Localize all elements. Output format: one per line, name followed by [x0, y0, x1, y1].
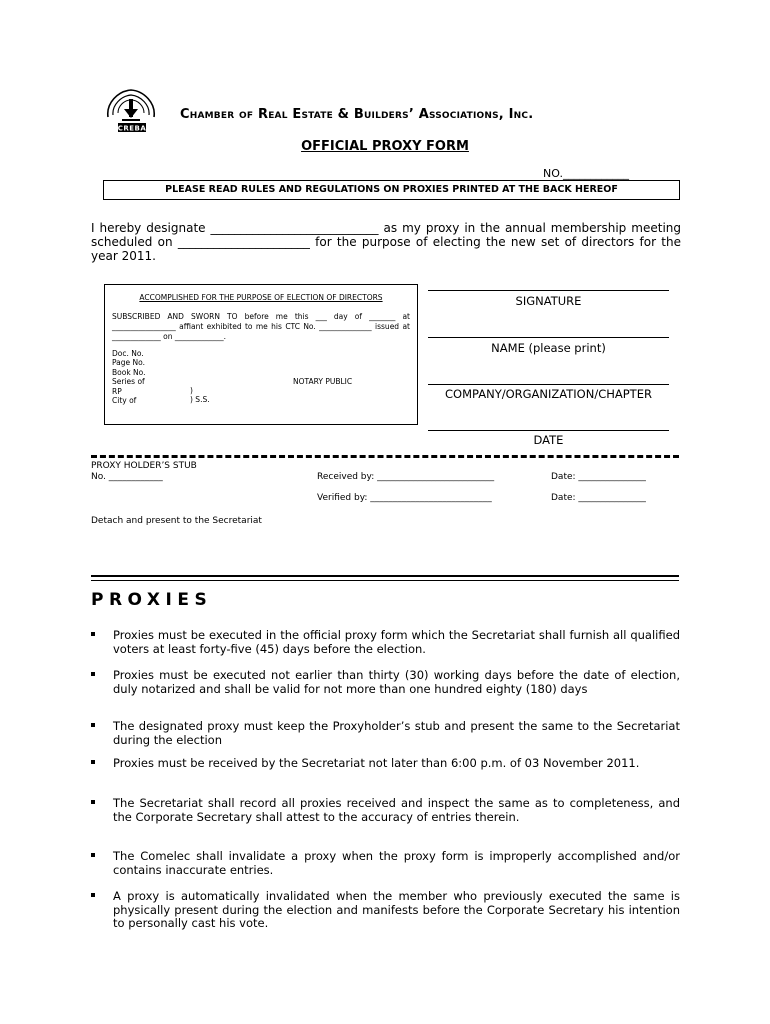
proxy-rule-item	[91, 720, 680, 747]
venue-ss: ) S.S.	[190, 395, 210, 405]
proxy-rule-text: The designated proxy must keep the Proxyholder’s stub and present the same to the Secretariat during the election	[113, 719, 680, 747]
series-of-label: Series of	[112, 377, 145, 387]
bullet-icon	[91, 672, 95, 676]
designation-paragraph: I hereby designate ____________________________ as my proxy in the annual membership meeting scheduled on ______________________ for the purpose of electing the new set of directors for the year 2011.	[91, 221, 681, 263]
venue-paren: )	[190, 386, 193, 395]
creba-logo-icon	[104, 87, 158, 133]
notary-public-label: NOTARY PUBLIC	[293, 377, 353, 386]
name-label: NAME (please print)	[491, 341, 606, 355]
proxy-rule-text: The Secretariat shall record all proxies received and inspect the same as to completeness, and the Corporate Secretary shall attest to the accuracy of entries therein.	[113, 796, 680, 824]
section-rule-thick	[91, 575, 679, 577]
section-rule-thin	[91, 580, 679, 581]
doc-no-label: Doc. No.	[112, 349, 144, 358]
proxy-rule-text: Proxies must be executed in the official proxy form which the Secretariat shall furnish all qualified voters at least forty-five (45) days before the election.	[113, 628, 680, 656]
company-line[interactable]	[428, 384, 669, 385]
verified-by-field: Verified by: ___________________________	[317, 493, 492, 503]
date-label: DATE	[533, 433, 564, 447]
bullet-icon	[91, 723, 95, 727]
proxy-rule-text: Proxies must be received by the Secretariat not later than 6:00 p.m. of 03 November 2011.	[113, 756, 640, 770]
date-line[interactable]	[428, 430, 669, 431]
proxy-rule-item	[91, 890, 680, 931]
bullet-icon	[91, 800, 95, 804]
signature-label: SIGNATURE	[515, 294, 582, 308]
city-of-label: City of	[112, 396, 137, 406]
stub-number: No. ____________	[91, 472, 163, 482]
proxy-rule-text: The Comelec shall invalidate a proxy when the proxy form is improperly accomplished and/or contains inaccurate entries.	[113, 849, 680, 877]
proxy-rule-text: A proxy is automatically invalidated when the member who previously executed the same is physically present during the election and manifests before the Corporate Secretary his intention to personally cast his vote.	[113, 889, 680, 930]
bullet-icon	[91, 853, 95, 857]
form-number: NO.____________	[543, 167, 629, 180]
bullet-icon	[91, 760, 95, 764]
svg-text:CREBA: CREBA	[117, 124, 147, 133]
proxy-rule-item	[91, 757, 680, 771]
name-line[interactable]	[428, 337, 669, 338]
company-label: COMPANY/ORGANIZATION/CHAPTER	[445, 387, 652, 401]
form-title: OFFICIAL PROXY FORM	[301, 139, 469, 154]
verified-date-field: Date: _______________	[551, 493, 646, 503]
proxy-rule-item	[91, 850, 680, 877]
rp-label: RP	[112, 386, 122, 396]
rules-notice: PLEASE READ RULES AND REGULATIONS ON PROXIES PRINTED AT THE BACK HEREOF	[103, 180, 680, 200]
bullet-icon	[91, 632, 95, 636]
detach-instruction: Detach and present to the Secretariat	[91, 516, 262, 526]
proxy-rule-item	[91, 629, 680, 656]
stub-title: PROXY HOLDER’S STUB	[91, 461, 197, 471]
notary-sworn-text: SUBSCRIBED AND SWORN TO before me this ___ day of _______ at _________________ affiant exhibited to me his CTC No. ______________ issued at _____________ on _____________.	[112, 312, 410, 341]
notary-heading: ACCOMPLISHED FOR THE PURPOSE OF ELECTION OF DIRECTORS	[139, 293, 383, 302]
proxy-rule-text: Proxies must be executed not earlier than thirty (30) working days before the date of election, duly notarized and shall be valid for not more than one hundred eighty (180) days	[113, 668, 680, 696]
organization-name: Chamber of Real Estate & Builders’ Associations, Inc.	[180, 107, 534, 122]
signature-line[interactable]	[428, 290, 669, 291]
notary-box	[104, 284, 418, 425]
proxy-rule-item	[91, 669, 680, 696]
proxy-rule-item	[91, 797, 680, 824]
notary-venue-marks	[190, 386, 210, 405]
received-by-field: Received by: __________________________	[317, 472, 495, 482]
bullet-icon	[91, 893, 95, 897]
page-no-label: Page No.	[112, 358, 145, 368]
notary-doc-lines	[112, 349, 146, 405]
received-date-field: Date: _______________	[551, 472, 646, 482]
proxies-title: PROXIES	[91, 590, 213, 610]
book-no-label: Book No.	[112, 367, 146, 377]
detach-dashed-line	[91, 455, 679, 458]
